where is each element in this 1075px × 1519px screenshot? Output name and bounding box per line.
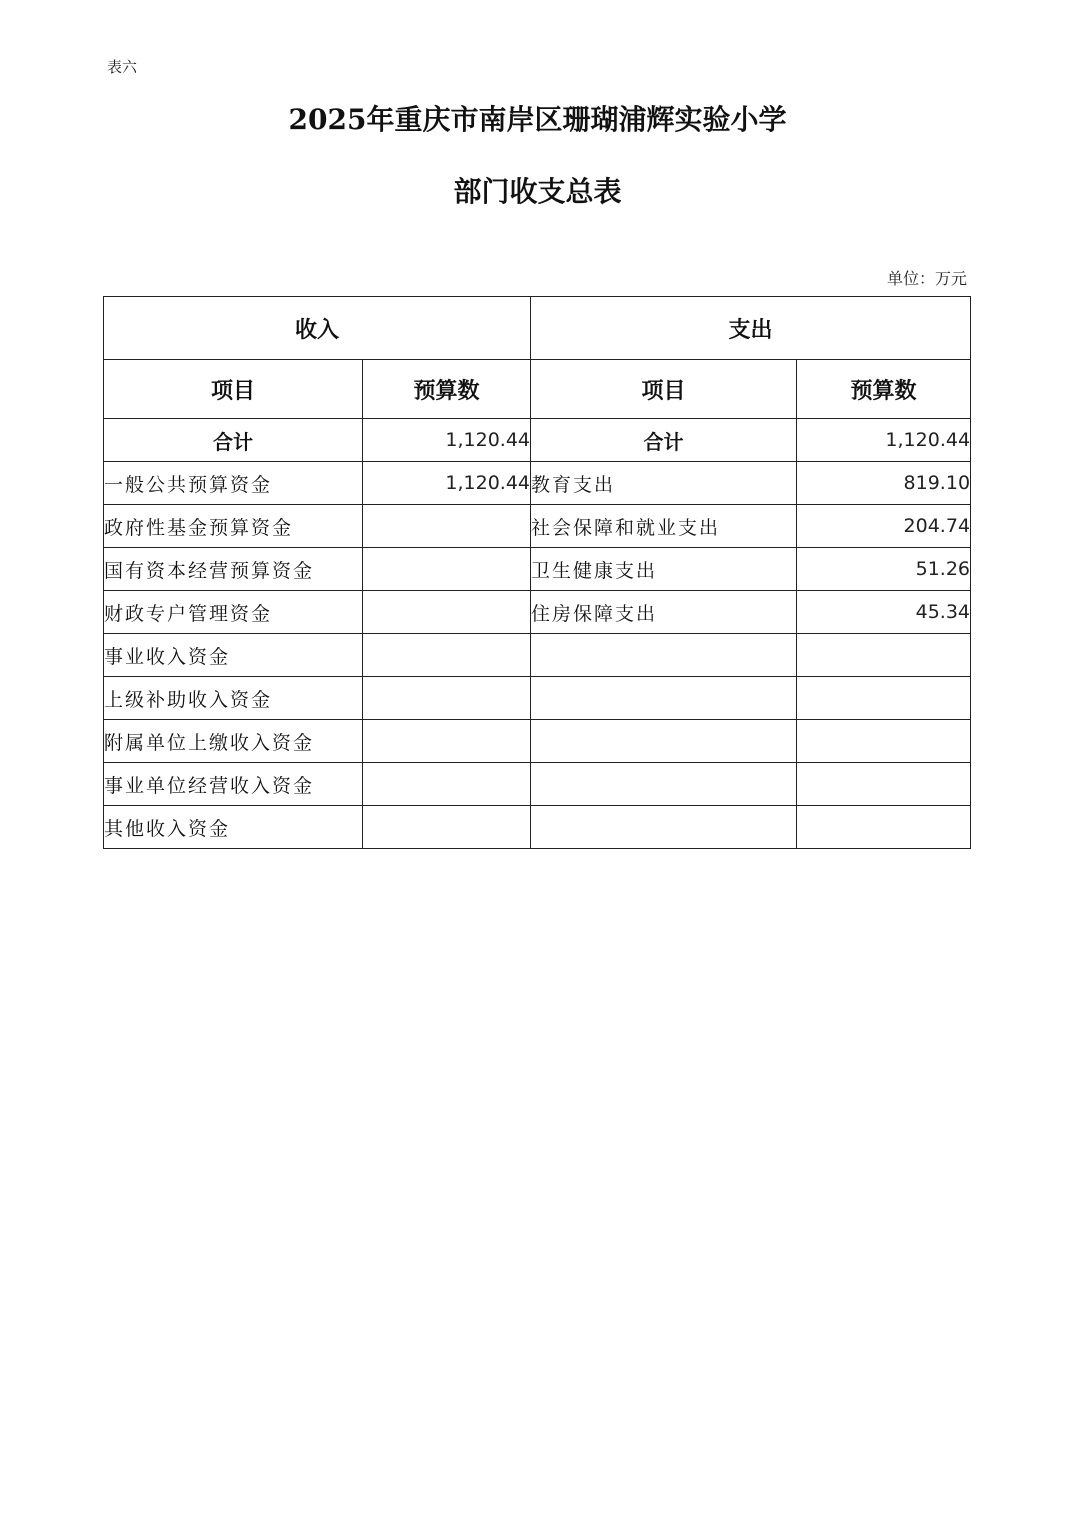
group-header-row	[104, 297, 971, 360]
unit-label: 单位：万元	[886, 269, 967, 288]
expense-item: 教育支出	[531, 462, 797, 505]
table-row	[104, 763, 971, 806]
table-row	[104, 591, 971, 634]
expense-budget-column-header: 预算数	[797, 360, 971, 419]
income-value	[363, 634, 531, 677]
income-value	[363, 677, 531, 720]
expense-value: 819.10	[797, 462, 971, 505]
income-value	[363, 591, 531, 634]
document-label: 表六	[107, 58, 138, 76]
expense-item	[531, 720, 797, 763]
expense-value	[797, 763, 971, 806]
expense-item	[531, 763, 797, 806]
income-value	[363, 720, 531, 763]
table-row	[104, 720, 971, 763]
income-item: 事业收入资金	[104, 634, 363, 677]
expense-item	[531, 677, 797, 720]
income-value	[363, 763, 531, 806]
income-value: 1,120.44	[363, 462, 531, 505]
expense-value	[797, 806, 971, 849]
expense-item: 住房保障支出	[531, 591, 797, 634]
expense-total-value: 1,120.44	[797, 419, 971, 462]
expense-item: 社会保障和就业支出	[531, 505, 797, 548]
income-value	[363, 548, 531, 591]
income-item: 一般公共预算资金	[104, 462, 363, 505]
page-title: 2025年重庆市南岸区珊瑚浦辉实验小学	[288, 103, 787, 136]
income-total-value: 1,120.44	[363, 419, 531, 462]
income-item: 国有资本经营预算资金	[104, 548, 363, 591]
income-group-header: 收入	[104, 297, 531, 360]
income-item-column-header: 项目	[104, 360, 363, 419]
expense-item	[531, 806, 797, 849]
expense-value	[797, 677, 971, 720]
expense-value: 45.34	[797, 591, 971, 634]
expense-value: 51.26	[797, 548, 971, 591]
income-budget-column-header: 预算数	[363, 360, 531, 419]
expense-value	[797, 634, 971, 677]
income-item: 财政专户管理资金	[104, 591, 363, 634]
page-subtitle: 部门收支总表	[453, 175, 622, 208]
table-row	[104, 462, 971, 505]
expense-total-label: 合计	[531, 419, 797, 462]
table-row	[104, 806, 971, 849]
table-row	[104, 634, 971, 677]
income-total-label: 合计	[104, 419, 363, 462]
income-value	[363, 505, 531, 548]
income-item: 事业单位经营收入资金	[104, 763, 363, 806]
income-item: 其他收入资金	[104, 806, 363, 849]
income-item: 附属单位上缴收入资金	[104, 720, 363, 763]
expense-group-header: 支出	[531, 297, 971, 360]
expense-value: 204.74	[797, 505, 971, 548]
revenue-expenditure-table	[103, 296, 971, 849]
expense-item	[531, 634, 797, 677]
total-row	[104, 419, 971, 462]
income-value	[363, 806, 531, 849]
table-row	[104, 677, 971, 720]
column-header-row	[104, 360, 971, 419]
table-row	[104, 505, 971, 548]
expense-item: 卫生健康支出	[531, 548, 797, 591]
table-row	[104, 548, 971, 591]
expense-value	[797, 720, 971, 763]
income-item: 政府性基金预算资金	[104, 505, 363, 548]
income-item: 上级补助收入资金	[104, 677, 363, 720]
expense-item-column-header: 项目	[531, 360, 797, 419]
